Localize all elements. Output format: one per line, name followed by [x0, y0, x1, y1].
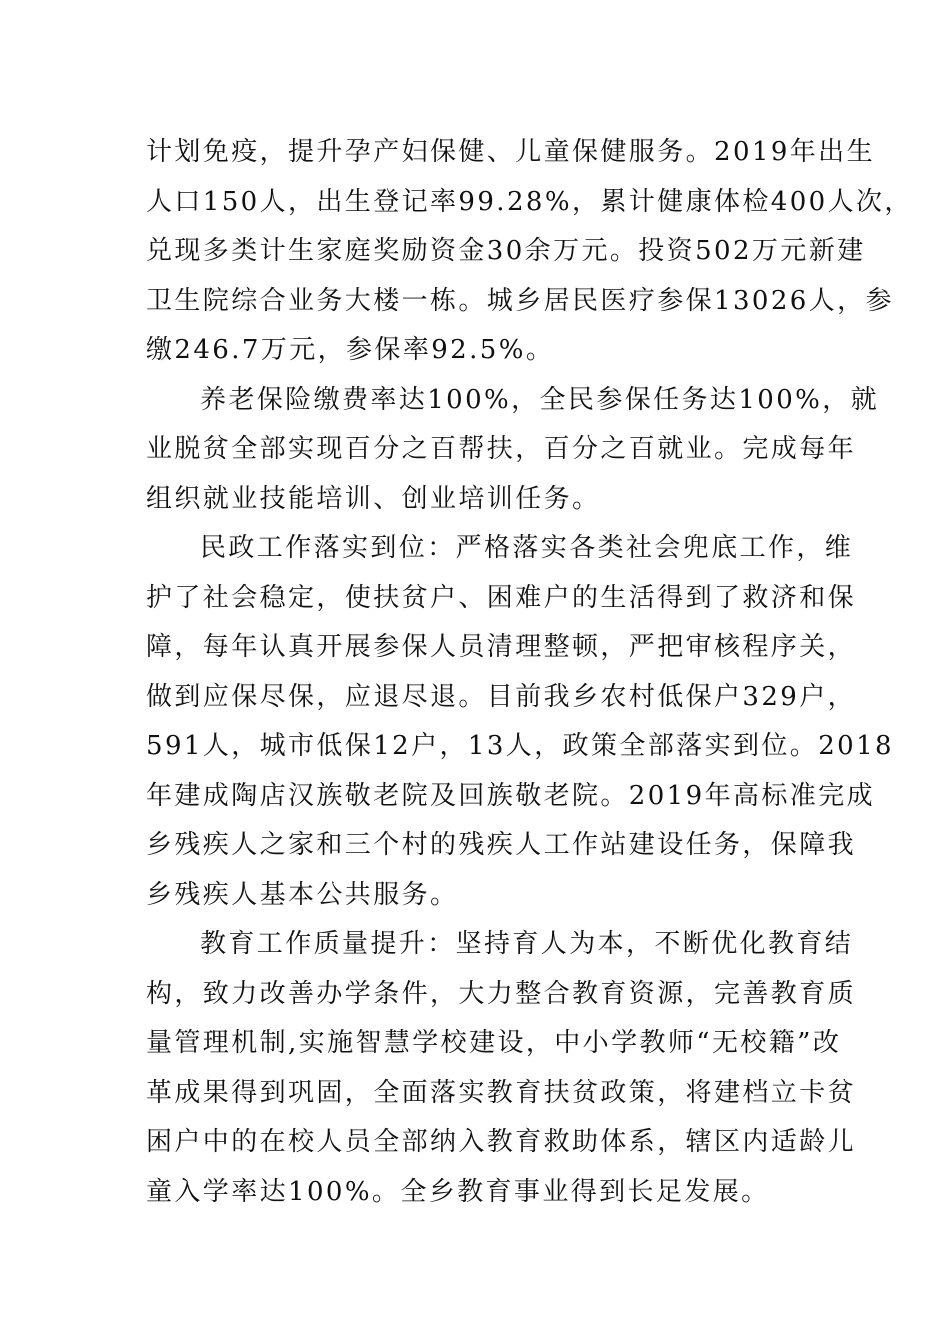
text-line: 人口150人，出生登记率99.28%，累计健康体检400人次， [146, 186, 913, 217]
text-line: 障，每年认真开展参保人员清理整顿，严把审核程序关， [146, 632, 857, 662]
text-line: 构，致力改善办学条件，大力整合教育资源，完善教育质 [146, 978, 857, 1009]
text-line: 组织就业技能培训、创业培训任务。 [146, 483, 601, 514]
text-line: 童入学率达100%。全乡教育事业得到长足发展。 [146, 1176, 770, 1207]
text-line: 量管理机制,实施智慧学校建设，中小学教师“无校籍”改 [146, 1028, 842, 1058]
text-line: 护了社会稳定，使扶贫户、困难户的生活得到了救济和保 [146, 582, 857, 613]
text-line: 革成果得到巩固，全面落实教育扶贫政策，将建档立卡贫 [146, 1077, 857, 1108]
text-line: 年建成陶店汉族敬老院及回族敬老院。2019年高标准完成 [146, 780, 875, 811]
text-line: 乡残疾人之家和三个村的残疾人工作站建设任务，保障我 [146, 830, 857, 860]
text-line: 困户中的在校人员全部纳入教育救助体系，辖区内适龄儿 [146, 1127, 857, 1157]
text-line: 业脱贫全部实现百分之百帮扶，百分之百就业。完成每年 [146, 434, 857, 464]
text-line: 缴246.7万元，参保率92.5%。 [146, 335, 555, 365]
text-line: 计划免疫，提升孕产妇保健、儿童保健服务。2019年出生 [146, 137, 875, 167]
paragraph-start-line: 养老保险缴费率达100%，全民参保任务达100%，就 [200, 384, 880, 415]
paragraph-start-line: 教育工作质量提升：坚持育人为本，不断优化教育结 [200, 929, 854, 959]
text-line: 乡残疾人基本公共服务。 [146, 879, 459, 910]
text-line: 卫生院综合业务大楼一栋。城乡居民医疗参保13026人，参 [146, 285, 894, 316]
text-line: 做到应保尽保，应退尽退。目前我乡农村低保户329户， [146, 681, 857, 712]
text-line: 兑现多类计生家庭奖励资金30余万元。投资502万元新建 [146, 236, 866, 266]
text-line: 591人，城市低保12户，13人，政策全部落实到位。2018 [146, 731, 894, 761]
document-body [146, 128, 913, 1217]
paragraph-start-line: 民政工作落实到位：严格落实各类社会兜底工作，维 [200, 533, 854, 563]
